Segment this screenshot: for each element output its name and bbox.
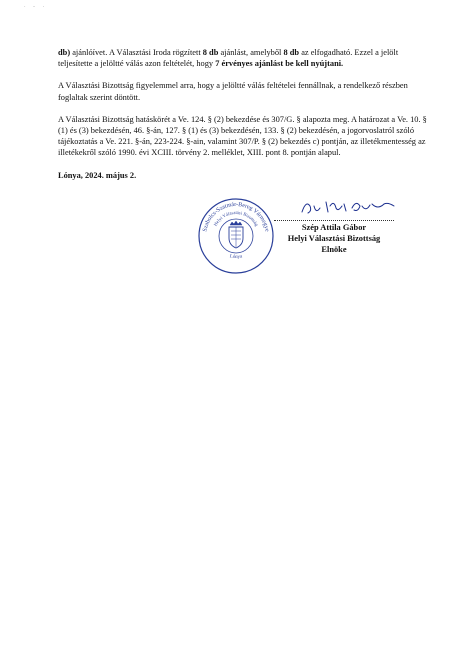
stamp-bottom-text: Lónya xyxy=(229,254,243,261)
handwritten-signature xyxy=(300,196,400,218)
paragraph-recommendations xyxy=(58,47,430,69)
text-segment: az elfogadható. Ezzel a jelölt teljesítette a jelöltté válás azon feltételét, hogy xyxy=(58,48,399,69)
signer-role: Elnöke xyxy=(321,245,347,254)
paragraph-legal-basis xyxy=(58,114,430,159)
paragraph-decision xyxy=(58,80,430,102)
svg-text:Lónya xyxy=(229,254,243,260)
signature-line xyxy=(274,216,394,221)
text-segment: ajánlást, amelyből xyxy=(218,48,284,57)
text-segment: ajánlóívet. A Választási Iroda rögzített xyxy=(70,48,203,57)
place-date: Lónya, 2024. május 2. xyxy=(58,170,137,180)
text-segment: A Választási Bizottság figyelemmel arra, hogy a jelöltté válás feltételei fennállnak, a rendelkező részben foglaltak szerint döntött. xyxy=(58,81,408,102)
stamp-inner-text: Helyi Választási Bizottság xyxy=(212,209,260,227)
coat-of-arms-icon xyxy=(229,221,243,248)
document-body xyxy=(58,47,430,181)
signature-block xyxy=(196,196,436,296)
signer-name: Szép Attila Gábor xyxy=(301,223,367,232)
text-segment: 7 érvényes ajánlást be kell nyújtani. xyxy=(215,59,344,69)
text-segment: A Választási Bizottság hatáskörét a Ve. 124. § (2) bekezdése és 307/G. § alapozta meg. A határozat a Ve. 10. § (1) és (3) bekezdésén, 46. §-án, 127. § (1) és (3) bekezdésén, 133. § (2) bekezdésén, a jogorvoslatról szóló tájékoztatás a Ve. 221. §-án, 223-224. §-ain, valamint 307/P. § (2) bekezdés c) pontján, az illetékmentesség az illetékekről szóló 1990. évi XCIII. törvény 2. melléklet, XIII. pont 8. pontján alapul. xyxy=(58,114,427,158)
text-segment: db) xyxy=(58,48,71,57)
signer-title: Helyi Választási Bizottság xyxy=(287,234,381,243)
text-segment: 8 db xyxy=(283,48,300,57)
stamp-outer-text: Szabolcs-Szatmár-Bereg Vármegye xyxy=(202,201,270,233)
text-segment: 8 db xyxy=(202,48,219,57)
signer-info xyxy=(254,222,414,255)
scan-marks: · ‐ · xyxy=(24,4,48,10)
